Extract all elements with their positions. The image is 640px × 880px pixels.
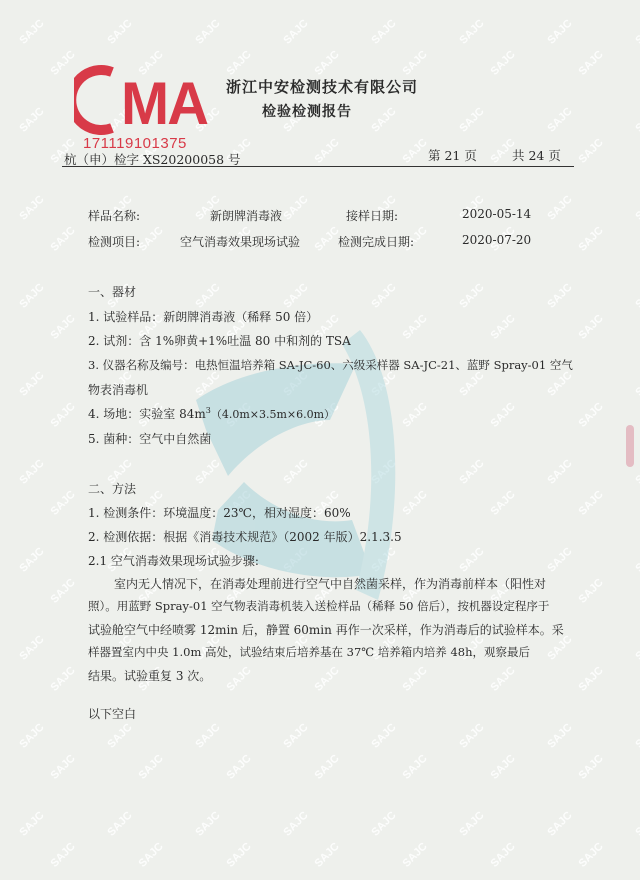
cma-ma-text [121, 70, 208, 136]
materials-item-1: 1. 试验样品：新朗牌消毒液（稀释 50 倍） [88, 310, 319, 324]
svg-text:MA: MA [121, 70, 208, 136]
finish-date-value: 2020-07-20 [462, 233, 532, 247]
method-paragraph-line-2: 照）。用蓝野 Spray-01 空气物表消毒机装入送检样品（稀释 50 倍后），按机器设定程序于 [88, 599, 550, 613]
method-heading: 二、方法 [88, 482, 137, 496]
area-text: 4. 场地：实验室 84m [88, 407, 206, 421]
receipt-date-value: 2020-05-14 [462, 207, 532, 221]
edge-stain [626, 425, 634, 467]
room-dimensions: （4.0m×3.5m×6.0m） [210, 408, 336, 421]
method-paragraph-line-1: 室内无人情况下，在消毒处理前进行空气中自然菌采样，作为消毒前样本（阳性对 [114, 577, 547, 591]
blank-below-note: 以下空白 [88, 707, 137, 721]
area-unit-exponent: 3 [205, 406, 211, 415]
cma-logo [74, 64, 224, 136]
materials-heading: 一、器材 [88, 285, 137, 299]
method-paragraph-line-5: 结果。试验重复 3 次。 [88, 669, 212, 683]
test-item-label: 检测项目: [88, 235, 141, 249]
method-subheading: 2.1 空气消毒效果现场试验步骤: [88, 554, 259, 568]
materials-item-3-line-1: 3. 仪器名称及编号：电热恒温培养箱 SA-JC-60、六级采样器 SA-JC-21、蓝野 Spray-01 空气 [88, 358, 573, 372]
method-paragraph-line-4: 样器置室内中央 1.0m 高处，试验结束后培养基在 37℃ 培养箱内培养 48h，观察最后 [88, 645, 531, 659]
materials-item-4 [88, 405, 335, 422]
method-item-1: 1. 检测条件：环境温度：23℃，相对湿度：60% [88, 506, 351, 520]
sample-name-value: 新朗牌消毒液 [210, 209, 283, 223]
materials-item-2: 2. 试剂：含 1%卵黄+1%吐温 80 中和剂的 TSA [88, 334, 351, 348]
sample-name-label: 样品名称: [88, 209, 141, 223]
page-total: 共 24 页 [512, 148, 561, 163]
test-item-value: 空气消毒效果现场试验 [180, 235, 301, 249]
method-item-2: 2. 检测依据：根据《消毒技术规范》（2002 年版）2.1.3.5 [88, 530, 402, 544]
report-title: 检验检测报告 [262, 104, 352, 120]
header-divider [62, 166, 574, 167]
page-current: 第 21 页 [428, 148, 477, 163]
method-paragraph-line-3: 试验舱空气中经喷雾 12min 后，静置 60min 再作一次采样，作为消毒后的试验样本。采 [88, 623, 564, 637]
materials-item-5: 5. 菌种：空气中自然菌 [88, 432, 212, 446]
report-number: 杭（申）检字 XS20200058 号 [64, 152, 241, 167]
finish-date-label: 检测完成日期: [338, 235, 415, 249]
company-name: 浙江中安检测技术有限公司 [226, 78, 419, 96]
receipt-date-label: 接样日期: [346, 209, 399, 223]
materials-item-3-line-2: 物表消毒机 [88, 383, 149, 397]
cma-number: 171119101375 [83, 135, 187, 152]
